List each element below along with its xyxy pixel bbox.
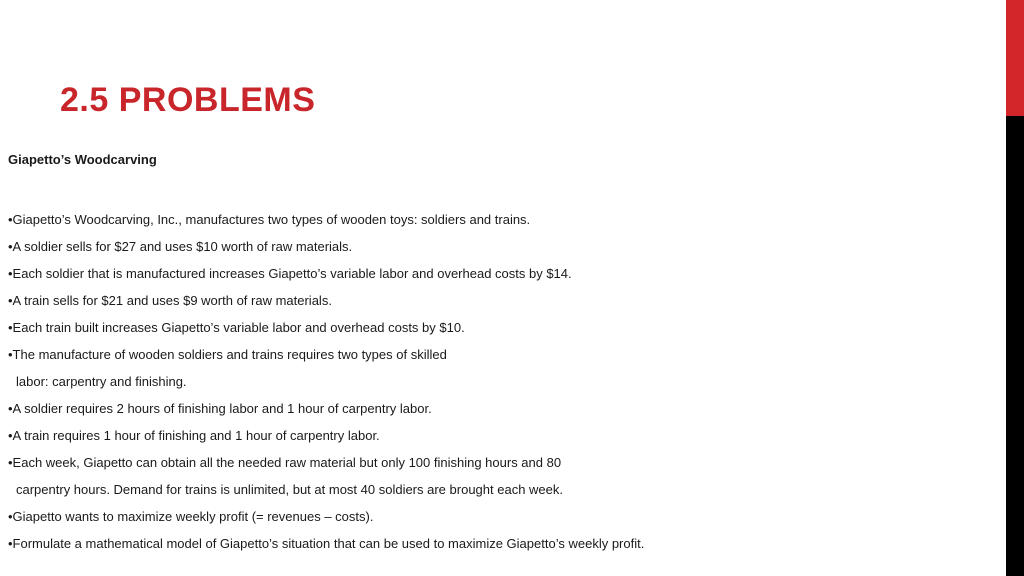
bullet-line: •Giapetto’s Woodcarving, Inc., manufactures two types of wooden toys: soldiers and trains. (8, 212, 531, 227)
slide-title: 2.5 PROBLEMS (60, 81, 316, 119)
bullet-line: •A soldier sells for $27 and uses $10 worth of raw materials. (8, 239, 353, 254)
bullet-line: •Each soldier that is manufactured increases Giapetto’s variable labor and overhead costs by $14. (8, 266, 572, 281)
bullet-continuation: labor: carpentry and finishing. (16, 374, 187, 389)
bullet-line: •Giapetto wants to maximize weekly profit (= revenues – costs). (8, 509, 374, 524)
bullet-line: •The manufacture of wooden soldiers and trains requires two types of skilled (8, 347, 447, 362)
bullet-line: •A train requires 1 hour of finishing and 1 hour of carpentry labor. (8, 428, 380, 443)
bullet-line: •A train sells for $21 and uses $9 worth of raw materials. (8, 293, 332, 308)
problem-statement (8, 206, 988, 557)
bullet-line: •Each train built increases Giapetto’s variable labor and overhead costs by $10. (8, 320, 465, 335)
bullet-line: •A soldier requires 2 hours of finishing labor and 1 hour of carpentry labor. (8, 401, 432, 416)
bullet-line: •Formulate a mathematical model of Giapetto’s situation that can be used to maximize Giapetto’s weekly profit. (8, 536, 645, 551)
bullet-continuation: carpentry hours. Demand for trains is unlimited, but at most 40 soldiers are brought each week. (16, 482, 563, 497)
slide-subtitle: Giapetto’s Woodcarving (8, 152, 157, 167)
side-accent-bar (1006, 0, 1024, 116)
bullet-line: •Each week, Giapetto can obtain all the needed raw material but only 100 finishing hours and 80 (8, 455, 562, 470)
